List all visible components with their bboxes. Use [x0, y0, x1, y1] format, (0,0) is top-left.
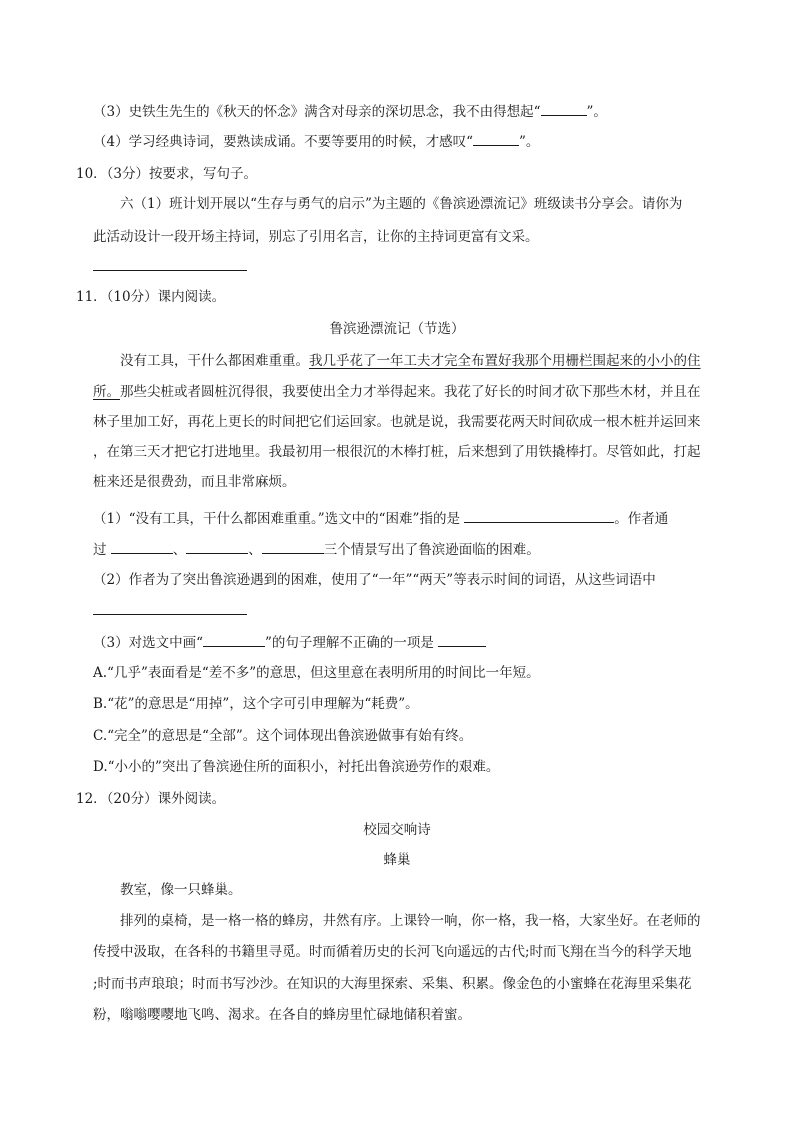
q11-passage-line-5: 桩来还是很费劲，而且非常麻烦。 [93, 474, 296, 490]
q11-option-d[interactable]: D.“小小的”突出了鲁滨逊住所的面积小，衬托出鲁滨逊劳作的艰难。 [93, 759, 500, 775]
underlined-sentence: 我几乎花了一年工夫才完全布置好我那个用栅栏围起来的小小的住 [309, 353, 701, 369]
answer-blank[interactable] [438, 632, 486, 647]
q12-header: 12．（20分）课外阅读。 [76, 791, 226, 807]
q11-option-c[interactable]: C.“完全”的意思是“全部”。这个词体现出鲁滨逊做事有始有终。 [93, 728, 473, 744]
q12-paragraph-2-line-1: 排列的桌椅，是一格一格的蜂房，井然有序。上课铃一响，你一格，我一格，大家坐好。在老师的 [120, 913, 701, 929]
q11-sub2-line-1: （2）作者为了突出鲁滨逊遇到的困难，使用了“一年”“两天”等表示时间的词语，从这些词语中 [93, 572, 656, 588]
answer-line[interactable] [93, 614, 247, 615]
q11-passage-line-4: ，在第三天才把它打进地里。我最初用一根很沉的木棒打桩，后来想到了用铁撬棒打。尽管如此，打起 [93, 444, 701, 460]
q10-prompt-line-1: 六（1）班计划开展以“生存与勇气的启示”为主题的《鲁滨逊漂流记》班级读书分享会。请你为 [120, 196, 683, 212]
q11-option-a[interactable]: A.“几乎”表面看是“差不多”的意思，但这里意在表明所用的时间比一年短。 [93, 665, 540, 681]
answer-blank[interactable] [111, 539, 173, 554]
q9-item-4-text: （4）学习经典诗词，要熟读成诵。不要等要用的时候，才感叹“ [93, 134, 473, 150]
answer-blank[interactable] [186, 539, 248, 554]
underline-marker [203, 632, 265, 647]
q11-sub1-line-1: （1）“没有工具，干什么都困难重重。”选文中的“困难”指的是 。作者通 [93, 508, 668, 529]
q12-paragraph-2-line-2: 传授中汲取，在各科的书籍里寻觅。时而循着历史的长河飞向遥远的古代;时而飞翔在当今的科学天地 [93, 944, 692, 960]
q10-header: 10．（3分）按要求，写句子。 [76, 166, 258, 182]
answer-blank[interactable] [464, 508, 614, 523]
q9-item-3 [93, 101, 607, 122]
q9-item-4-tail: ”。 [519, 134, 540, 150]
q11-sub1-line-2: 过 、 、 三个情景写出了鲁滨逊面临的困难。 [93, 539, 540, 560]
q9-item-3-tail: ”。 [586, 104, 607, 120]
q11-option-b[interactable]: B.“花”的意思是“用掉”，这个字可引申理解为“耗费”。 [93, 696, 419, 712]
q12-subtitle: 蜂巢 [383, 852, 411, 868]
q12-title: 校园交响诗 [363, 822, 431, 838]
q11-passage-line-2: 所。那些尖桩或者圆桩沉得很，我要使出全力才举得起来。我花了好长的时间才砍下那些木材，并且在 [93, 384, 701, 400]
q11-passage-title: 鲁滨逊漂流记（节选） [329, 321, 465, 337]
q12-paragraph-2-line-3: ;时而书声琅琅；时而书写沙沙。在知识的大海里探索、采集、积累。像金色的小蜜蜂在花海里采集花 [93, 976, 692, 992]
q11-passage-line-3: 林子里加工好，再花上更长的时间把它们运回家。也就是说，我需要花两天时间砍成一根木桩并运回来 [93, 414, 701, 430]
answer-line[interactable] [93, 270, 247, 271]
answer-blank[interactable] [262, 539, 324, 554]
q12-paragraph-2-line-4: 粉，嗡嗡嘤嘤地飞鸣、渴求。在各自的蜂房里忙碌地储积着蜜。 [93, 1007, 471, 1023]
q11-passage-line-1: 没有工具，干什么都困难重重。我几乎花了一年工夫才完全布置好我那个用栅栏围起来的小小的住 [120, 353, 701, 369]
q9-item-3-text: （3）史铁生先生的《秋天的怀念》满含对母亲的深切思念，我不由得想起“ [93, 104, 541, 120]
q9-item-4 [93, 131, 539, 152]
q11-sub3: （3）对选文中画“ ”的句子理解不正确的一项是 [93, 632, 486, 653]
q10-prompt-line-2: 此活动设计一段开场主持词，别忘了引用名言，让你的主持词更富有文采。 [93, 229, 539, 245]
answer-blank[interactable] [473, 131, 519, 146]
underlined-sentence-end: 所。 [93, 384, 120, 400]
q11-header: 11．（10分）课内阅读。 [76, 289, 226, 305]
answer-blank[interactable] [541, 101, 587, 116]
q12-paragraph-1: 教室，像一只蜂巢。 [120, 882, 242, 898]
